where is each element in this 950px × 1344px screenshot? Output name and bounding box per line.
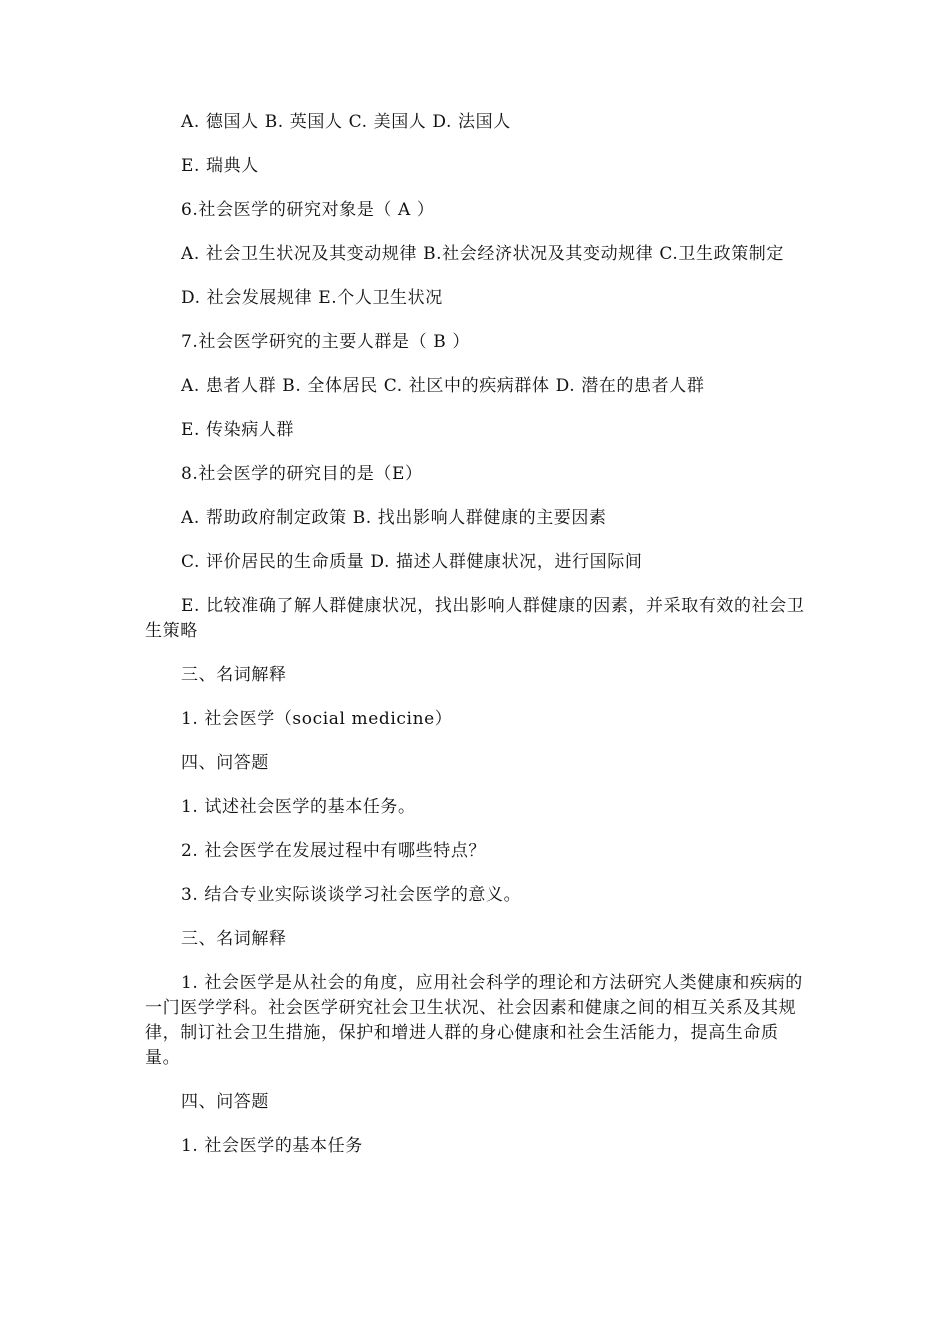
section-heading-terms: 三、名词解释 <box>181 665 287 685</box>
q6-options-a-c: A. 社会卫生状况及其变动规律 B.社会经济状况及其变动规律 C.卫生政策制定 <box>181 244 784 264</box>
qa-question-1: 1. 试述社会医学的基本任务。 <box>181 797 416 817</box>
term-1: 1. 社会医学（social medicine） <box>181 709 453 729</box>
q8-option-e: E. 比较准确了解人群健康状况，找出影响人群健康的因素，并采取有效的社会卫生策略 <box>145 596 805 641</box>
q7-question: 7.社会医学研究的主要人群是（ B ） <box>181 332 470 352</box>
qa-question-3: 3. 结合专业实际谈谈学习社会医学的意义。 <box>181 885 522 905</box>
q8-question: 8.社会医学的研究目的是（E） <box>181 464 423 484</box>
q5-option-e: E. 瑞典人 <box>181 156 259 176</box>
q8-options-a-b: A. 帮助政府制定政策 B. 找出影响人群健康的主要因素 <box>181 508 607 528</box>
q8-options-c-d: C. 评价居民的生命质量 D. 描述人群健康状况，进行国际间 <box>181 552 643 572</box>
document-body <box>145 110 810 1178</box>
q7-option-e: E. 传染病人群 <box>181 420 295 440</box>
q6-options-d-e: D. 社会发展规律 E.个人卫生状况 <box>181 288 443 308</box>
q7-options-a-d: A. 患者人群 B. 全体居民 C. 社区中的疾病群体 D. 潜在的患者人群 <box>181 376 705 396</box>
answer-heading-qa: 四、问答题 <box>181 1092 269 1112</box>
answer-qa-1: 1. 社会医学的基本任务 <box>181 1136 363 1156</box>
qa-question-2: 2. 社会医学在发展过程中有哪些特点？ <box>181 841 487 861</box>
answer-heading-terms: 三、名词解释 <box>181 929 287 949</box>
answer-term-1: 1. 社会医学是从社会的角度，应用社会科学的理论和方法研究人类健康和疾病的一门医学学科。社会医学研究社会卫生状况、社会因素和健康之间的相互关系及其规律，制订社会卫生措施，保护和增进人群的身心健康和社会生活能力，提高生命质量。 <box>145 973 803 1068</box>
q5-options-a-d: A. 德国人 B. 英国人 C. 美国人 D. 法国人 <box>181 112 511 132</box>
q6-question: 6.社会医学的研究对象是（ A ） <box>181 200 435 220</box>
section-heading-qa: 四、问答题 <box>181 753 269 773</box>
